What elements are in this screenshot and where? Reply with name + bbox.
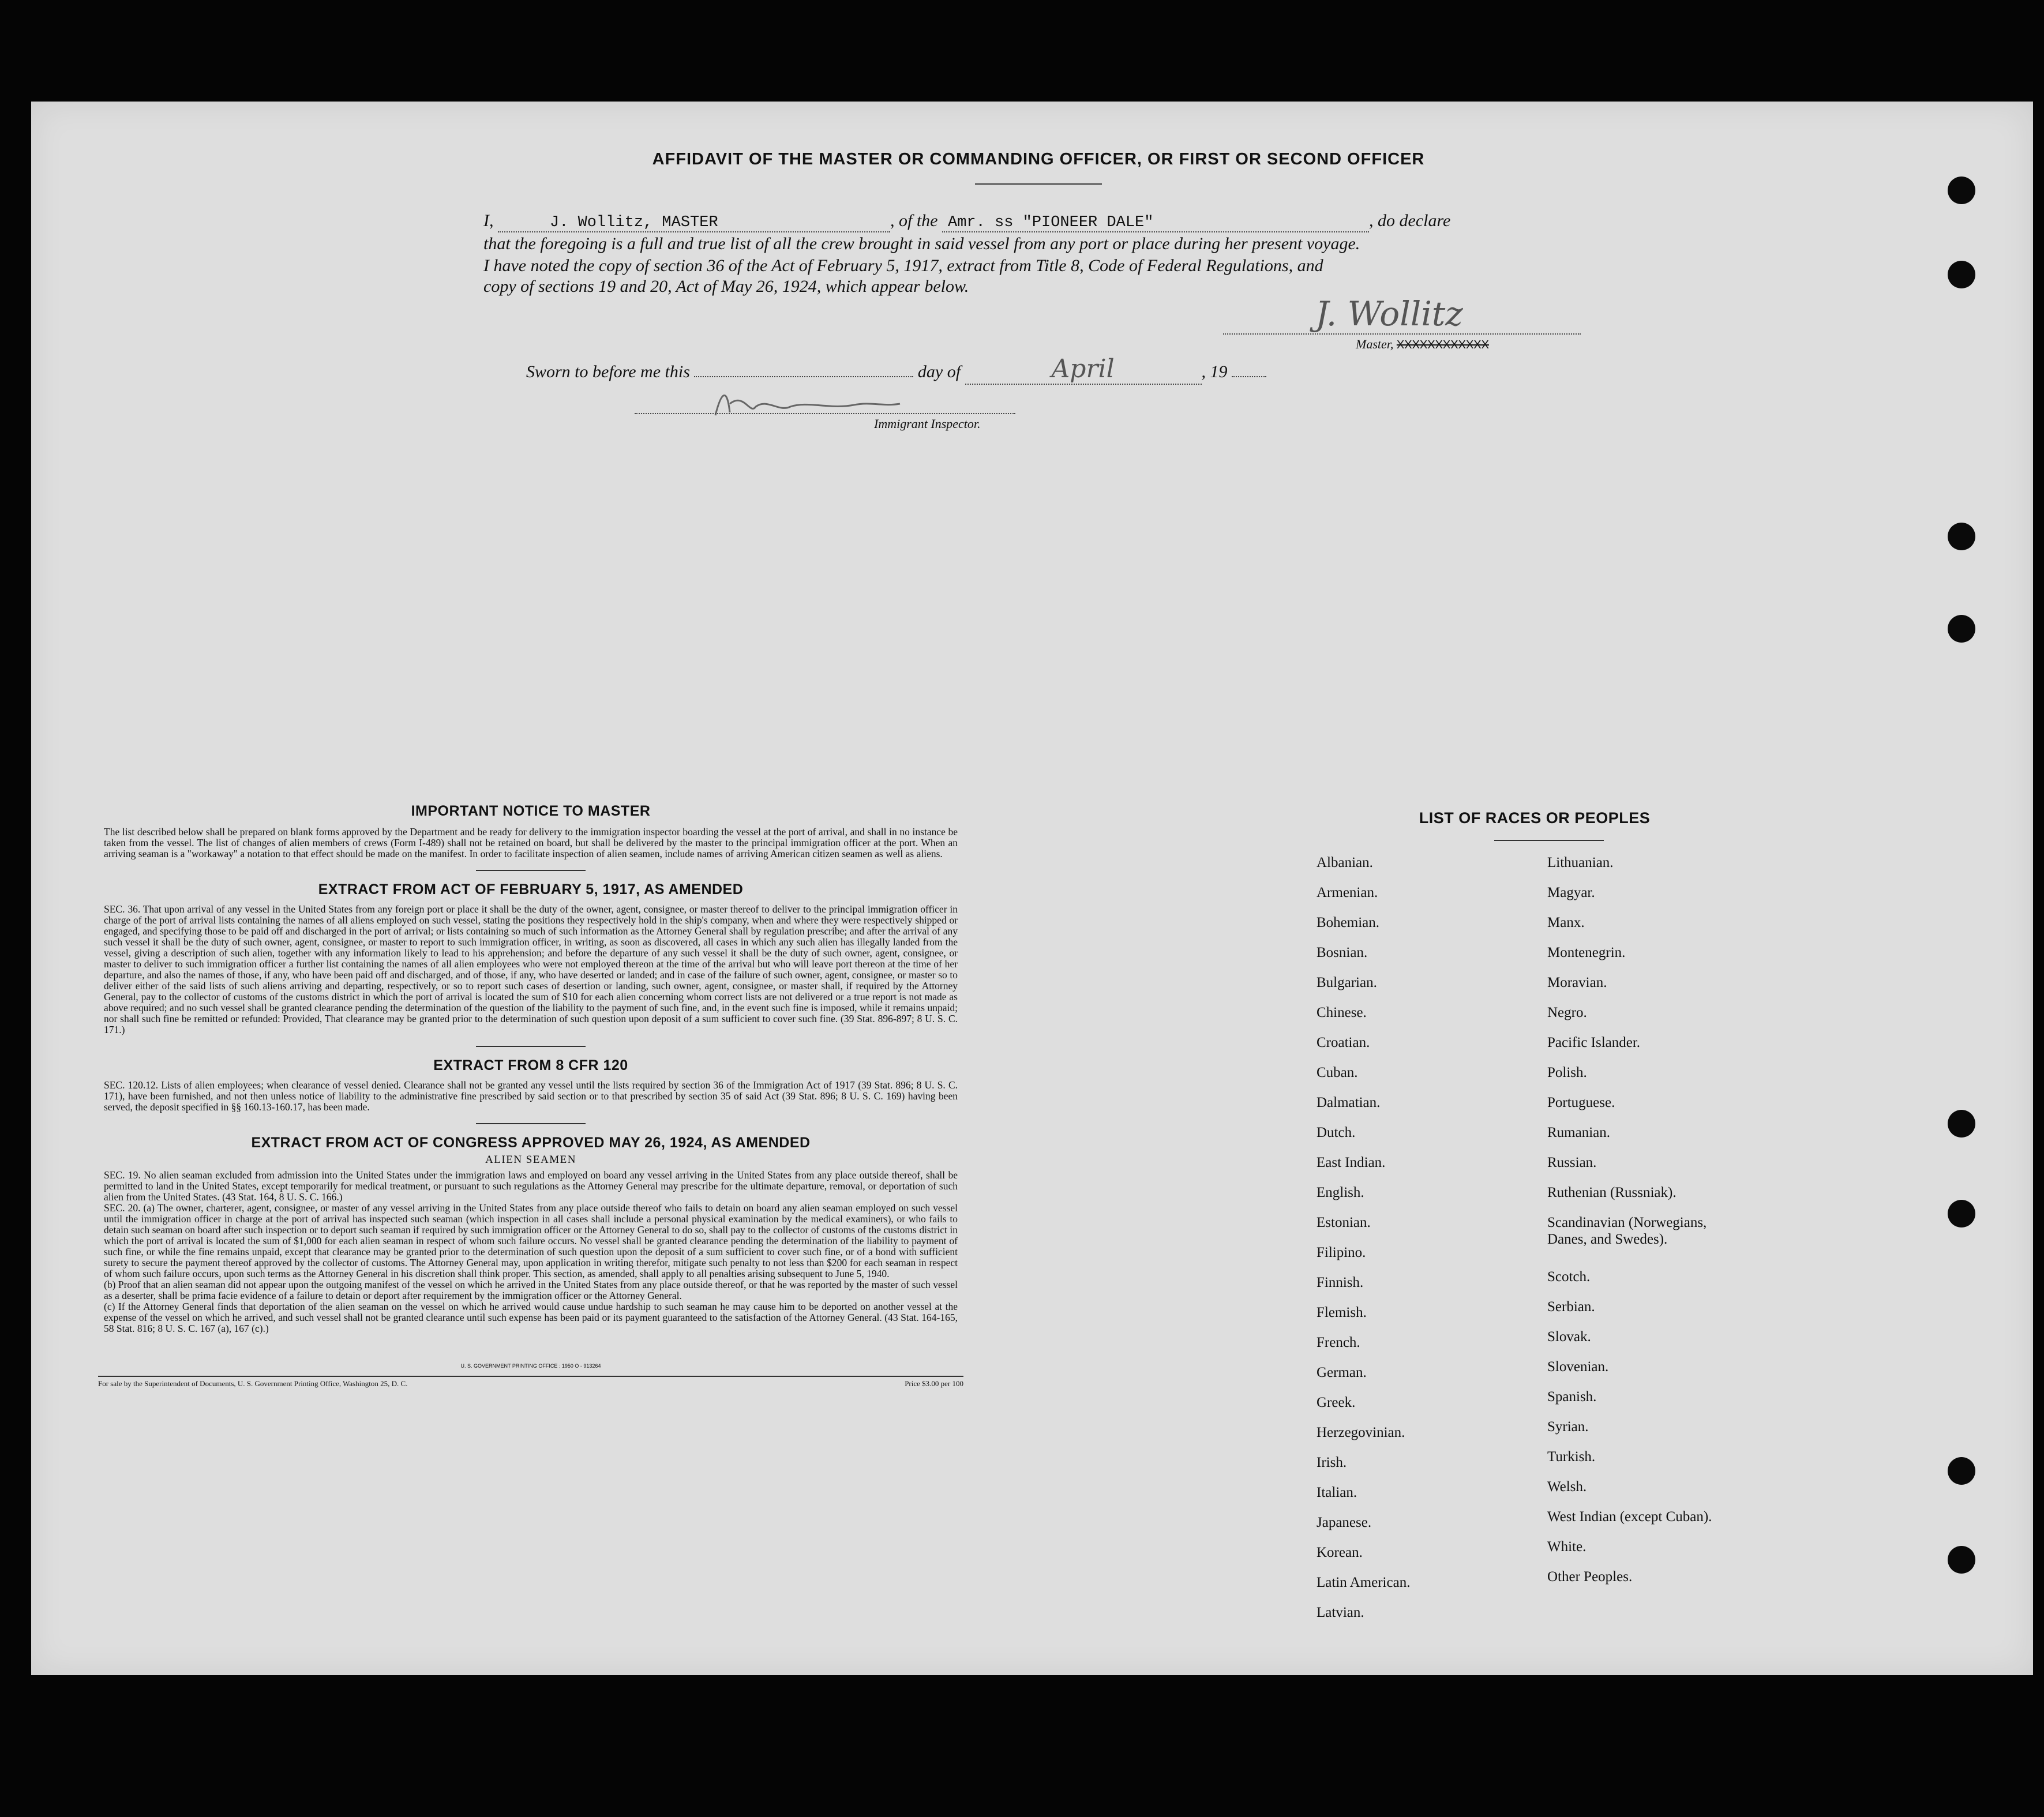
race-item: Japanese. xyxy=(1317,1515,1372,1530)
binder-hole xyxy=(1948,1546,1975,1574)
race-item: White. xyxy=(1547,1538,1587,1555)
race-item: Magyar. xyxy=(1547,885,1595,900)
race-item: Russian. xyxy=(1547,1155,1597,1170)
race-item: Bohemian. xyxy=(1317,915,1380,930)
binder-hole xyxy=(1948,523,1975,550)
race-item: Lithuanian. xyxy=(1547,855,1614,870)
vessel-name: Amr. ss "PIONEER DALE" xyxy=(948,214,1154,231)
master-label-row xyxy=(1356,337,1489,352)
race-item: Armenian. xyxy=(1317,885,1378,900)
races-title: LIST OF RACES OR PEOPLES xyxy=(1419,809,1651,827)
race-item: Other Peoples. xyxy=(1547,1568,1633,1585)
race-item: Danes, and Swedes). xyxy=(1547,1231,1668,1247)
day-of-label: day of xyxy=(917,362,961,381)
sec-20c-text: (c) If the Attorney General finds that deportation of the alien seaman on the vessel on which he arrived would cause undue hardship to such seaman he may cause him to be deported on another vessel at the expense of the vessel on which he arrived, and such vessel shall not be granted clearance until such expense has been paid or its payment guaranteed to the satisfaction of the Attorney General. (43 Stat. 164-165, 58 Stat. 816; 8 U. S. C. 167 (a), 167 (c).) xyxy=(104,1301,958,1334)
race-item: Welsh. xyxy=(1547,1478,1587,1495)
race-item: Portuguese. xyxy=(1547,1095,1615,1110)
sworn-month-field xyxy=(965,354,1202,385)
sec-20a-text: SEC. 20. (a) The owner, charterer, agent, consignee, or master of any vessel arriving in the United States from any place outside thereof who fails to detain on board any alien seaman employed on such vessel until the immigration officer in charge at the port of arrival has inspected such seaman (which inspection in all cases shall include a personal physical examination by the medical examiners), or who fails to detain such seaman on board after such inspection or to deport such seaman if required by such immigration officer or the Attorney General to do so, shall pay to the collector of customs of the customs district in which the port of arrival is located the sum of $1,000 for each alien seaman in respect of whom such failure occurs. No vessel shall be granted clearance pending the determination of the liability to payment of such fine, or while the fine remains unpaid, except that clearance may be granted prior to the determination of such question upon the deposit of a sum sufficient to cover such fine, or of a bond with sufficient surety to secure the payment thereof approved by the collector of customs. The Attorney General may, upon application in writing therefor, mitigate such penalty to not less than $200 for each seaman in respect of whom such failure occurs, upon such terms as the Attorney General in his discretion shall think proper. This section, as amended, shall apply to all penalties arising subsequent to June 5, 1940. xyxy=(104,1202,958,1279)
race-item: Bosnian. xyxy=(1317,945,1368,960)
race-item: Irish. xyxy=(1317,1455,1347,1470)
binder-hole xyxy=(1948,1110,1975,1137)
year-label: , 19 xyxy=(1201,362,1228,381)
master-signature-line xyxy=(1223,333,1581,335)
race-item: Cuban. xyxy=(1317,1065,1358,1080)
master-name-field xyxy=(498,211,890,232)
race-item: Montenegrin. xyxy=(1547,945,1626,960)
race-item: Serbian. xyxy=(1547,1298,1595,1315)
sworn-label: Sworn to before me this xyxy=(526,362,690,381)
sworn-day-field xyxy=(694,376,913,377)
master-name: J. Wollitz, MASTER xyxy=(550,214,718,231)
race-item: Flemish. xyxy=(1317,1305,1367,1320)
footer xyxy=(98,1379,963,1388)
alien-seamen-subtitle: ALIEN SEAMEN xyxy=(485,1154,576,1166)
separator xyxy=(476,1123,586,1124)
gpo-imprint: U. S. GOVERNMENT PRINTING OFFICE : 1950 O - 913264 xyxy=(460,1363,601,1369)
races-rule xyxy=(1494,840,1604,841)
binder-hole xyxy=(1948,177,1975,204)
race-item: West Indian (except Cuban). xyxy=(1547,1508,1712,1525)
separator xyxy=(476,870,586,871)
sec-20b-text: (b) Proof that an alien seaman did not appear upon the outgoing manifest of the vessel on which he arrived in the United States from any place outside thereof, or that he was reported by the master of such vessel as a deserter, shall be prima facie evidence of a failure to detain or deport after requirement by the immigration officer or the Attorney General. xyxy=(104,1279,958,1301)
race-item: English. xyxy=(1317,1185,1364,1200)
affidavit-line-2: that the foregoing is a full and true list of all the crew brought in said vessel from any port or place during her present voyage. xyxy=(483,234,1360,253)
race-item: Filipino. xyxy=(1317,1245,1366,1260)
extract-1917-title: EXTRACT FROM ACT OF FEBRUARY 5, 1917, AS AMENDED xyxy=(318,881,744,898)
extract-cfr-title: EXTRACT FROM 8 CFR 120 xyxy=(433,1057,628,1073)
race-item: Croatian. xyxy=(1317,1035,1370,1050)
separator xyxy=(476,1046,586,1047)
race-item: Negro. xyxy=(1547,1005,1587,1020)
race-item: Italian. xyxy=(1317,1485,1357,1500)
race-item: German. xyxy=(1317,1365,1367,1380)
race-item: French. xyxy=(1317,1335,1360,1350)
footer-price: Price $3.00 per 100 xyxy=(905,1379,963,1388)
footer-sale-note: For sale by the Superintendent of Documents, U. S. Government Printing Office, Washington 25, D. C. xyxy=(98,1379,408,1388)
footer-rule xyxy=(98,1376,963,1377)
sec-19-text: SEC. 19. No alien seaman excluded from admission into the United States under the immigration laws and employed on board any vessel arriving in the United States from any place outside thereof, shall be permitted to land in the United States, except temporarily for medical treatment, or pursuant to such regulations as the Attorney General may prescribe for the ultimate departure, removal, or deportation of such alien from the United States. (43 Stat. 164, 8 U. S. C. 166.) xyxy=(104,1169,958,1203)
race-item: Greek. xyxy=(1317,1395,1356,1410)
race-item: Albanian. xyxy=(1317,855,1373,870)
race-item: Korean. xyxy=(1317,1545,1363,1560)
race-item: East Indian. xyxy=(1317,1155,1386,1170)
binder-hole xyxy=(1948,615,1975,643)
race-item: Spanish. xyxy=(1547,1388,1597,1405)
extract-1924-title: EXTRACT FROM ACT OF CONGRESS APPROVED MAY 26, 1924, AS AMENDED xyxy=(251,1135,811,1151)
month-handwritten: April xyxy=(1051,354,1115,384)
do-declare-label: , do declare xyxy=(1369,211,1451,230)
vessel-field xyxy=(942,211,1369,232)
race-item: Rumanian. xyxy=(1547,1125,1611,1140)
race-item: Estonian. xyxy=(1317,1215,1371,1230)
notice-title: IMPORTANT NOTICE TO MASTER xyxy=(411,803,651,819)
master-signature: J. Wollitz xyxy=(1315,294,1463,333)
race-item: Latvian. xyxy=(1317,1605,1364,1620)
race-item: Latin American. xyxy=(1317,1575,1411,1590)
i-label: I, xyxy=(483,211,494,230)
binder-hole xyxy=(1948,1200,1975,1227)
race-item: Dalmatian. xyxy=(1317,1095,1381,1110)
of-the-label: , of the xyxy=(890,211,938,230)
master-label: Master, xyxy=(1356,337,1394,351)
affidavit-title: AFFIDAVIT OF THE MASTER OR COMMANDING OFFICER, OR FIRST OR SECOND OFFICER xyxy=(652,150,1425,168)
notice-text: The list described below shall be prepared on blank forms approved by the Department and be ready for delivery to the immigration inspector boarding the vessel at the port of arrival, and shall in no instance be taken from the vessel. The list of changes of alien members of crews (Form I-489) shall not be retained on board, but shall be delivered by the master to the principal immigration officer at the port. When an arriving seaman is a "workaway" a notation to that effect should be made on the manifest. In order to facilitate inspection of alien seamen, include names of arriving American citizen seamen as well as aliens. xyxy=(104,826,958,859)
title-rule xyxy=(975,183,1102,185)
race-item: Dutch. xyxy=(1317,1125,1356,1140)
binder-hole xyxy=(1948,1457,1975,1485)
race-item: Bulgarian. xyxy=(1317,975,1377,990)
race-item: Polish. xyxy=(1547,1065,1587,1080)
extract-cfr-text: SEC. 120.12. Lists of alien employees; when clearance of vessel denied. Clearance shall not be granted any vessel until the lists required by section 36 of the Immigration Act of 1917 (39 Stat. 896; 8 U. S. C. 171), have been furnished, and not then unless notice of liability to the administrative fine prescribed by said section or to that prescribed by section 35 of said Act (39 Stat. 896; 8 U. S. C. 169) having been served, the deposit specified in §§ 160.13-160.17, has been made. xyxy=(104,1079,958,1113)
race-item: Herzegovinian. xyxy=(1317,1425,1405,1440)
race-item: Ruthenian (Russniak). xyxy=(1547,1185,1677,1200)
race-item: Moravian. xyxy=(1547,975,1607,990)
race-item: Slovenian. xyxy=(1547,1358,1609,1375)
race-item: Turkish. xyxy=(1547,1448,1596,1465)
affidavit-line-1 xyxy=(483,211,1450,232)
inspector-signature-line xyxy=(635,413,1015,414)
inspector-label: Immigrant Inspector. xyxy=(874,416,981,431)
race-item: Scotch. xyxy=(1547,1268,1591,1285)
binder-hole xyxy=(1948,261,1975,288)
race-item: Finnish. xyxy=(1317,1275,1364,1290)
race-item: Slovak. xyxy=(1547,1328,1591,1345)
notice-column xyxy=(98,803,963,1388)
sworn-year-field xyxy=(1232,376,1266,377)
struck-out-officer-text: XXXXXXXXXXXX xyxy=(1396,339,1489,351)
race-item: Syrian. xyxy=(1547,1418,1589,1435)
affidavit-line-3: I have noted the copy of section 36 of the Act of February 5, 1917, extract from Title 8, Code of Federal Regulations, and xyxy=(483,256,1323,275)
race-item: Pacific Islander. xyxy=(1547,1035,1641,1050)
affidavit-line-4: copy of sections 19 and 20, Act of May 26, 1924, which appear below. xyxy=(483,277,969,296)
race-item: Manx. xyxy=(1547,915,1585,930)
race-item: Scandinavian (Norwegians, xyxy=(1547,1215,1707,1230)
race-item: Chinese. xyxy=(1317,1005,1367,1020)
extract-1917-text: SEC. 36. That upon arrival of any vessel in the United States from any foreign port or place it shall be the duty of the owner, agent, consignee, or master thereof to deliver to the principal immigration officer in charge of the port of arrival lists containing the names of all aliens employed on such vessel, stating the positions they respectively hold in the ship's company, when and where they were respectively shipped or engaged, and specifying those to be paid off and discharged in the port of arrival; or lists containing so much of such information as the Attorney General shall by regulation prescribe; and after the arrival of any such vessel it shall be the duty of such owner, agent, consignee, or master to report to such immigration officer, in writing, as soon as discovered, all cases in which any such alien has illegally landed from the vessel, giving a description of such alien, together with any information likely to lead to his apprehension; and before the departure of any such vessel it shall be the duty of such owner, agent, consignee, or master to deliver to such immigration officer a further list containing the names of all alien employees who were not employed thereon at the time of the arrival but who will leave port thereon at the time of her departure, and also the names of those, if any, who have been paid off and discharged, and of those, if any, who have deserted or landed; and in case of the failure of such owner, agent, consignee, or master so to deliver either of the said lists of such aliens arriving and departing, respectively, or so to report such cases of desertion or landing, such owner, agent, consignee, or master shall, if required by the Attorney General, pay to the collector of customs of the customs district in which the port of arrival is located the sum of $10 for each alien concerning whom correct lists are not delivered or a true report is not made as above required; and no such vessel shall be granted clearance pending the determination of the question of the liability to the payment of such fine, and, in the event such fine is imposed, while it remains unpaid; nor shall such fine be remitted or refunded: Provided, That clearance may be granted prior to the determination of such question upon deposit of a sum sufficient to cover such fine. (39 Stat. 896-897; 8 U. S. C. 171.) xyxy=(104,903,958,1035)
